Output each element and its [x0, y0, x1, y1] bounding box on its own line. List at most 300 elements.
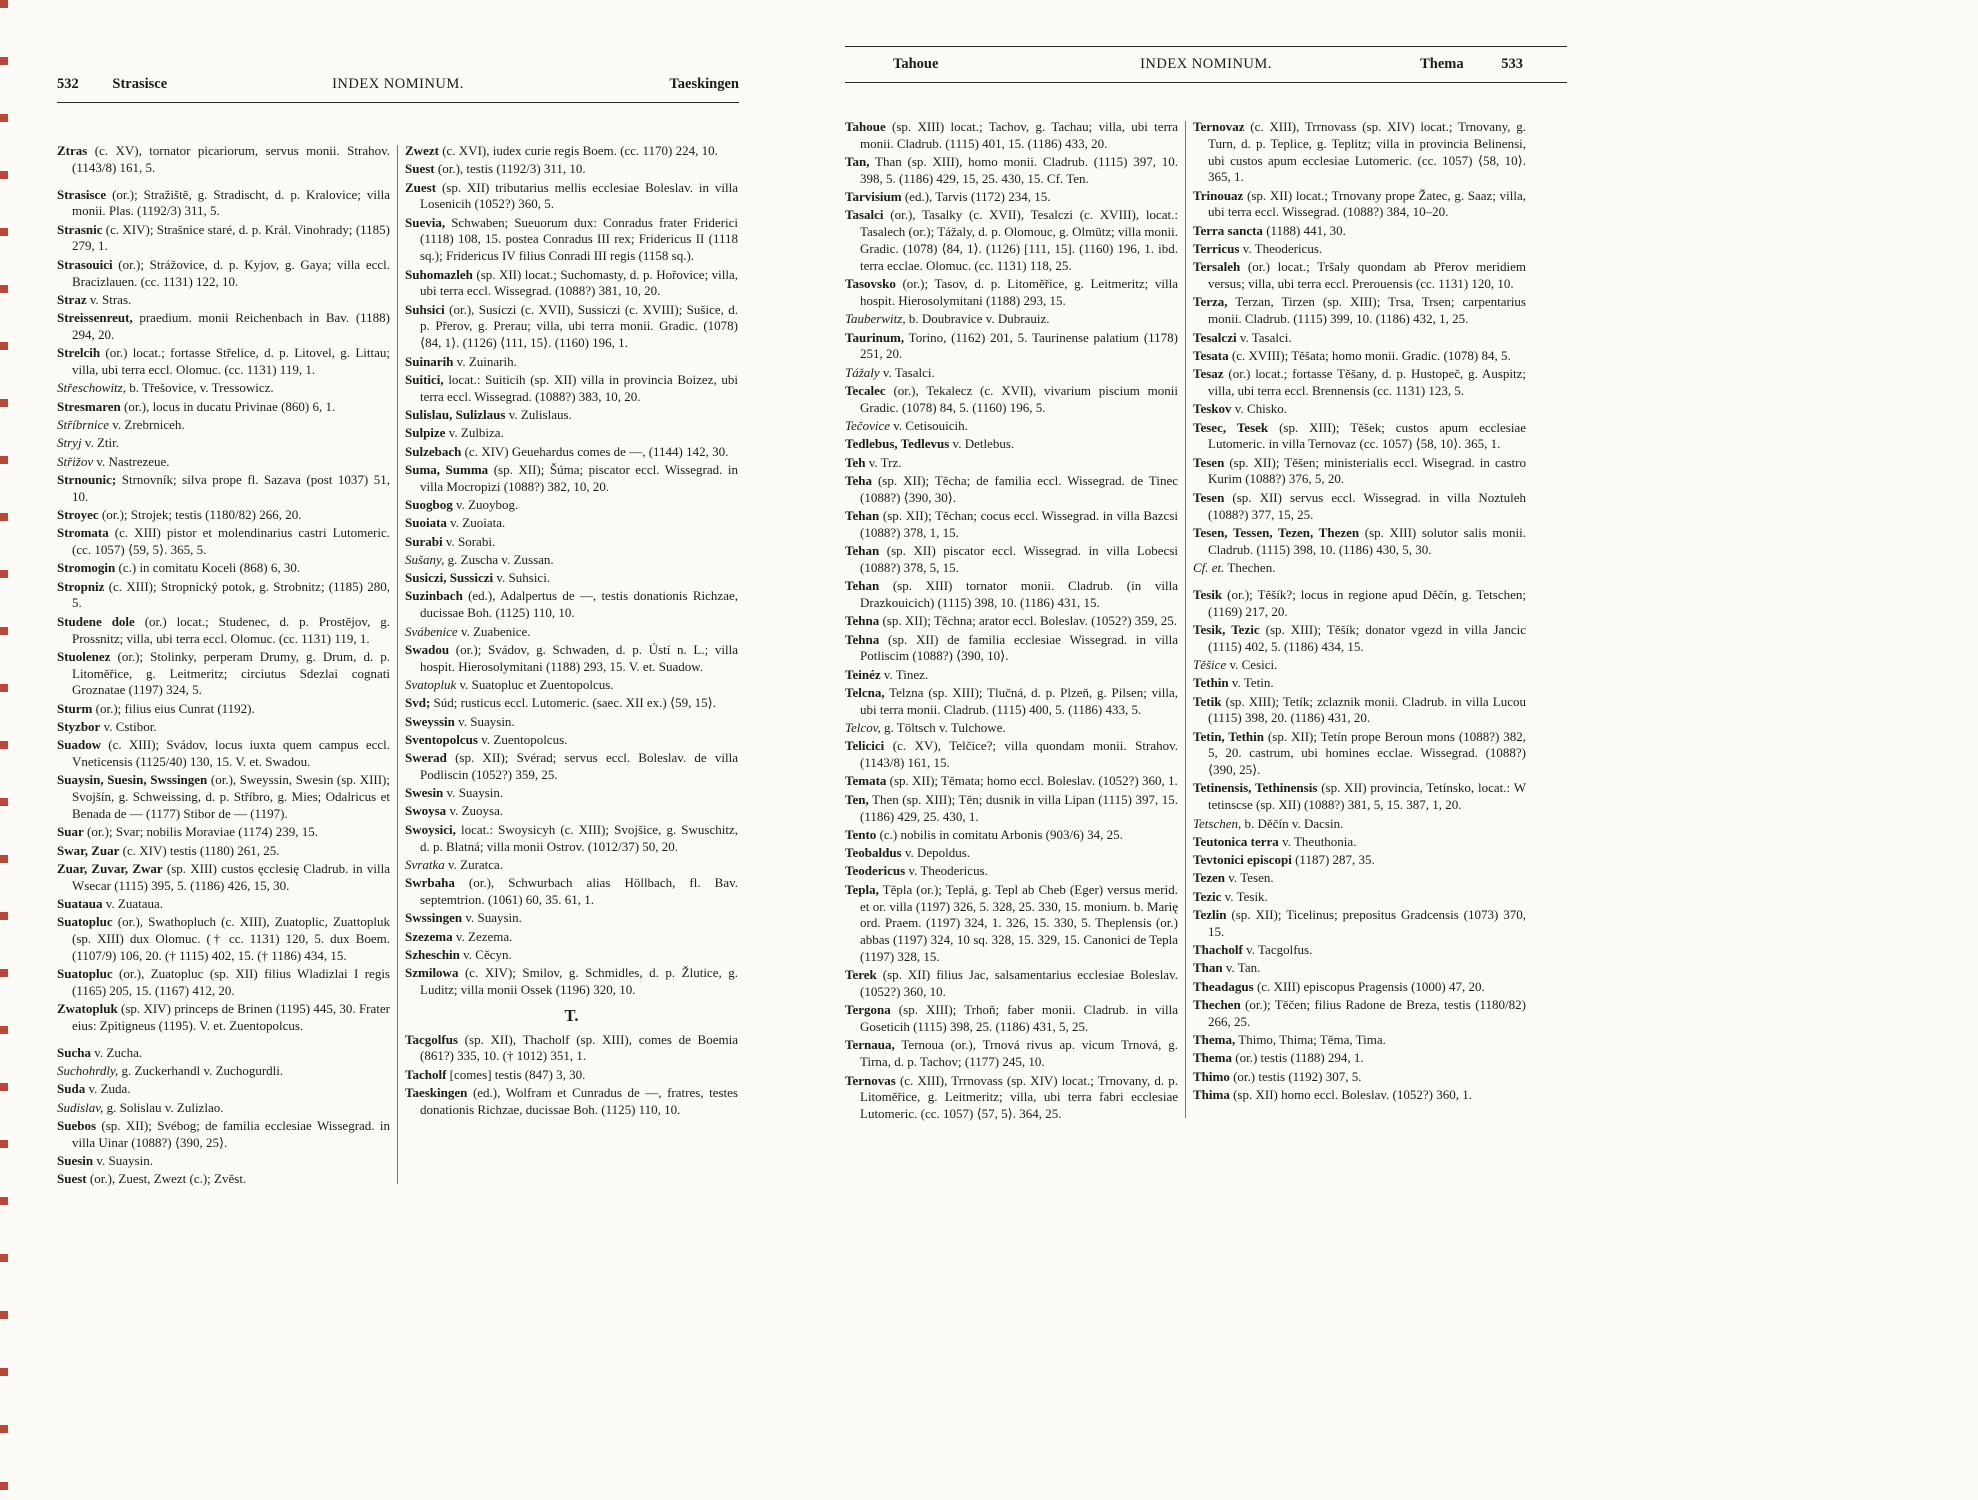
index-entry: Suitici, locat.: Suiticih (sp. XII) villa in provincia Boizez, ubi terra eccl. Wissegrad. (1088?) 383, 10, 20. [405, 371, 738, 404]
entry-headword: Suhsici [405, 301, 445, 317]
index-entry: Tacgolfus (sp. XII), Thacholf (sp. XIII), comes de Boemia (861?) 335, 10. († 1012) 351, 1. [405, 1031, 738, 1064]
index-entry: Swar, Zuar (c. XIV) testis (1180) 261, 25. [57, 842, 280, 858]
entry-headword: Swrbaha [405, 875, 455, 891]
index-entry: Szezema v. Zezema. [405, 928, 513, 944]
entry-headword: Strelcih [57, 345, 101, 361]
index-entry: Thechen (or.); Těčen; filius Radone de Breza, testis (1180/82) 266, 25. [1193, 997, 1526, 1029]
index-entry: Susiczi, Sussiczi v. Suhsici. [405, 570, 551, 586]
entry-headword: Szmilowa [405, 965, 459, 981]
index-entry: Stromata (c. XIII) pistor et molendinarius castri Lutomeric. (cc. 1057) ⟨59, 5⟩. 365, 5. [57, 525, 390, 558]
index-entry: Taeskingen (ed.), Wolfram et Cunradus de —, fratres, testes donationis Richzae, ducissae Boh. (1125) 110, 10. [405, 1084, 738, 1117]
index-entry: Thimo (or.) testis (1192) 307, 5. [1193, 1068, 1362, 1084]
index-entry: Strasisce (or.); Stražiště, g. Stradischt, d. p. Kralovice; villa monii. Plas. (1192/3) 311, 5. [57, 186, 390, 219]
entry-headword: Strnounic; [57, 471, 117, 487]
index-entry: Tesen (sp. XII); Těšen; ministerialis eccl. Wisegrad. in castro Kurim (1088?) 376, 5, 20. [1193, 454, 1526, 487]
index-entry: Tento (c.) nobilis in comitatu Arbonis (903/6) 34, 25. [845, 826, 1123, 842]
index-entry: Swssingen v. Suaysin. [405, 910, 522, 926]
last-catchword-left: Taeskingen [669, 76, 739, 92]
entry-headword: Stresmaren [57, 398, 121, 414]
index-entry: Svd; Súd; rusticus eccl. Lutomeric. (saec. XII ex.) ⟨59, 15⟩. [405, 695, 716, 711]
first-catchword-left: Strasisce [112, 76, 168, 92]
entry-headword: Studene dole [57, 613, 135, 629]
index-entry: Teinéz v. Tinez. [845, 666, 929, 682]
index-entry: Tedlebus, Tedlevus v. Detlebus. [845, 436, 1015, 452]
entry-headword: Tetik [1193, 693, 1222, 709]
index-entry: Stroyec (or.); Strojek; testis (1180/82) 266, 20. [57, 506, 302, 522]
index-entry: Straz v. Stras. [57, 291, 132, 307]
entry-headword: Tetin, Tethin [1193, 728, 1265, 744]
index-entry: Swerad (sp. XII); Svérad; servus eccl. Boleslav. de villa Podliscin (1052?) 359, 25. [405, 750, 738, 782]
index-entry: Suesin v. Suaysin. [57, 1153, 153, 1169]
entry-headword: Sulpize [405, 425, 446, 441]
entry-headword: Tecalec [845, 382, 886, 398]
index-entry: Suchohrdly, g. Zuckerhandl v. Zuchogurdli. [57, 1063, 284, 1079]
entry-headword: Tasovsko [845, 276, 896, 292]
index-entry: Sucha v. Zucha. [57, 1044, 143, 1060]
entry-headword: Szheschin [405, 946, 460, 962]
entry-headword: Stuolenez [57, 648, 111, 664]
entry-headword: Straz [57, 291, 87, 307]
entry-headword: Swssingen [405, 910, 463, 926]
index-entry: Sušany, g. Zuscha v. Zussan. [405, 551, 554, 567]
index-entry: Tauberwitz, b. Doubravice v. Dubrauiz. [845, 311, 1050, 327]
entry-headword: Surabi [405, 533, 443, 549]
entry-headword: Stromogin [57, 560, 116, 576]
index-entry: Studene dole (or.) locat.; Studenec, d. p. Prostějov, g. Prossnitz; villa, ubi terra eccl. Olomuc. (cc. 1131) 119, 1. [57, 613, 390, 646]
index-entry: Teha (sp. XII); Těcha; de familia eccl. Wissegrad. de Tinec (1088?) ⟨390, 30⟩. [845, 472, 1178, 505]
entry-headword: Tezlin [1193, 907, 1227, 923]
index-entry: Stříbrnice v. Zrebrniceh. [57, 416, 185, 432]
entry-headword: Telcov, [845, 720, 881, 736]
entry-headword: Susiczi, Sussiczi [405, 570, 494, 586]
index-entry: Tehan (sp. XII); Těchan; cocus eccl. Wissegrad. in villa Bazcsi (1088?) 378, 1, 15. [845, 508, 1178, 540]
index-entry: Suadow (c. XIII); Svádov, locus iuxta quem campus eccl. Vneticensis (1125/40) 130, 15. V. et. Swadou. [57, 737, 390, 770]
index-entry: Svatopluk v. Suatopluc et Zuentopolcus. [405, 676, 614, 692]
entry-headword: Suest [405, 161, 435, 177]
entry-headword: Tan, [845, 154, 870, 170]
index-entry: Thima (sp. XII) homo eccl. Boleslav. (1052?) 360, 1. [1193, 1087, 1472, 1103]
entry-headword: Sudislav, [57, 1099, 104, 1115]
entry-headword: Tezen [1193, 870, 1226, 886]
entry-headword: Tahoue [845, 119, 886, 134]
entry-headword: Suma, Summa [405, 461, 489, 477]
entry-headword: Zuar, Zuvar, Zwar [57, 860, 163, 876]
index-entry: Suma, Summa (sp. XII); Šúma; piscator eccl. Wissegrad. in villa Mocropizi (1088?) 382, 10, 20. [405, 461, 738, 494]
left-page-columns [57, 143, 739, 1190]
entry-headword: Swar, Zuar [57, 842, 120, 858]
index-entry: Tecalec (or.), Tekalecz (c. XVII), vivarium piscium monii Gradic. (1078) 84, 5. (1160) 196, 5. [845, 382, 1178, 415]
entry-headword: Suatopluc [57, 966, 113, 982]
index-entry: Swoysa v. Zuoysa. [405, 803, 504, 819]
entry-headword: Thima [1193, 1087, 1230, 1103]
index-entry: Suest (or.), testis (1192/3) 311, 10. [405, 161, 586, 177]
entry-headword: Suinarih [405, 353, 454, 369]
index-entry: Suebos (sp. XII); Svébog; de familia ecclesiae Wissegrad. in villa Uinar (1088?) ⟨390, 25⟩. [57, 1118, 390, 1150]
entry-headword: Tesen, Tessen, Tezen, Thezen [1193, 524, 1360, 540]
index-entry: Streissenreut, praedium. monii Reichenbach in Bav. (1188) 294, 20. [57, 310, 390, 342]
index-entry: Tezlin (sp. XII); Ticelinus; prepositus Gradcensis (1073) 370, 15. [1193, 907, 1526, 939]
index-entry: Telicici (c. XV), Telčice?; villa quondam monii. Strahov. (1143/8) 161, 15. [845, 738, 1178, 771]
entry-headword: Tasalci [845, 207, 884, 223]
index-entry: Terza, Terzan, Tirzen (sp. XIII); Trsa, Trsen; carpentarius monii. Cladrub. (1115) 399, 10. (1186) 432, 1, 25. [1193, 294, 1526, 327]
index-entry: Tarvisium (ed.), Tarvis (1172) 234, 15. [845, 189, 1051, 205]
index-entry: Tesen, Tessen, Tezen, Thezen (sp. XIII) solutor salis monii. Cladrub. (1115) 398, 10. (1186) 430, 5, 30. [1193, 524, 1526, 557]
entry-headword: Tethin [1193, 675, 1229, 691]
right-page-header [845, 56, 1567, 76]
left-header-rule [57, 102, 739, 103]
entry-headword: Szezema [405, 928, 453, 944]
entry-headword: Than [1193, 960, 1223, 976]
index-entry: Zuest (sp. XII) tributarius mellis ecclesiae Boleslav. in villa Losenicih (1052?) 360, 5. [405, 179, 738, 212]
entry-headword: Tesalczi [1193, 329, 1237, 345]
index-entry: Tasalci (or.), Tasalky (c. XVII), Tesalczi (c. XVIII), locat.: Tasalech (or.); Tážaly, d. p. Olomouc, g. Olmütz; villa monii. Gradic. (1078) ⟨84, 1⟩. (1126) [111, 15]. (1160) 196, 1. ibd. terra ecclae. Olomuc. (cc. 1131) 118, 25. [845, 207, 1178, 273]
index-entry: Tethin v. Tetin. [1193, 675, 1274, 691]
entry-headword: Svratka [405, 856, 445, 872]
entry-headword: Tesata [1193, 347, 1229, 363]
index-entry: Zuar, Zuvar, Zwar (sp. XIII) custos ęcclesię Cladrub. in villa Wsecar (1115) 395, 5. (1186) 426, 15, 30. [57, 860, 390, 893]
index-entry: Suar (or.); Svar; nobilis Moraviae (1174) 239, 15. [57, 824, 318, 840]
index-entry: Tesec, Tesek (sp. XIII); Těšek; custos apum ecclesiae Lutomeric. in villa Ternovaz (cc. 1057) ⟨58, 10⟩. 365, 1. [1193, 419, 1526, 452]
index-entry: Tehna (sp. XII) de familia ecclesiae Wissegrad. in villa Potliscim (1088?) ⟨390, 10⟩. [845, 631, 1178, 664]
entry-headword: Thechen [1193, 997, 1241, 1013]
index-entry: Ternaua, Ternoua (or.), Trnová rivus ap. vicum Trnová, g. Tirna, d. p. Tachov; (1177) 245, 10. [845, 1037, 1178, 1070]
right-page-columns [845, 119, 1567, 1124]
index-entry: Thema, Thimo, Thima; Těma, Tima. [1193, 1032, 1386, 1048]
entry-headword: Tážaly [845, 364, 880, 380]
index-entry: Tetschen, b. Děčín v. Dacsin. [1193, 815, 1344, 831]
index-entry: Cf. et. Thechen. [1193, 559, 1276, 575]
index-entry: Ternovas (c. XIII), Trrnovass (sp. XIV) locat.; Trnovany, d. p. Litoměřice, g. Leitmeritz; villa, ubi terra fabri ecclesiae Lutomeric. (cc. 1057) ⟨57, 5⟩. 364, 25. [845, 1072, 1178, 1122]
entry-headword: Thacholf [1193, 942, 1243, 958]
index-entry: Těšice v. Cesici. [1193, 656, 1278, 672]
index-entry: Stresmaren (or.), locus in ducatu Privinae (860) 6, 1. [57, 398, 336, 414]
entry-headword: Suataua [57, 895, 103, 911]
index-entry: Ternovaz (c. XIII), Trrnovass (sp. XIV) locat.; Trnovany, g. Turn, d. p. Teplice, g. Teplitz; villa in provincia Belinensi, ubi custos apum ecclesiae Lutomeric. (cc. 1057) ⟨58, 10⟩. 365, 1. [1193, 119, 1526, 185]
index-entry: Sventopolcus v. Zuentopolcus. [405, 731, 568, 747]
entry-headword: Stříbrnice [57, 416, 109, 432]
index-entry: Telcov, g. Töltsch v. Tulchowe. [845, 720, 1006, 736]
entry-headword: Telicici [845, 738, 885, 754]
index-entry: Stromogin (c.) in comitatu Koceli (868) 6, 30. [57, 560, 301, 576]
index-entry: Thacholf v. Tacgolfus. [1193, 942, 1313, 958]
index-entry: Suogbog v. Zuoybog. [405, 496, 519, 512]
index-entry: Strelcih (or.) locat.; fortasse Střelice, d. p. Litovel, g. Littau; villa, ubi terra eccl. Olomuc. (cc. 1131) 119, 1. [57, 345, 390, 378]
index-entry: Suoiata v. Zuoiata. [405, 515, 506, 531]
page-number-left: 532 [57, 76, 79, 92]
entry-headword: Ternovas [845, 1072, 896, 1088]
index-entry: Taurinum, Torino, (1162) 201, 5. Taurinense palatium (1178) 251, 20. [845, 329, 1178, 362]
entry-headword: Temata [845, 773, 887, 789]
index-entry: Swrbaha (or.), Schwurbach alias Höllbach, fl. Bav. septemtrion. (1061) 60, 35. 61, 1. [405, 875, 738, 907]
entry-headword: Suevia, [405, 214, 446, 230]
entry-headword: Suitici, [405, 371, 444, 387]
entry-headword: Theadagus [1193, 978, 1254, 994]
index-entry: Tážaly v. Tasalci. [845, 364, 935, 380]
entry-headword: Svatopluk [405, 676, 457, 692]
entry-headword: Strasisce [57, 186, 107, 202]
entry-headword: Cf. et. [1193, 559, 1225, 575]
entry-headword: Zwezt [405, 143, 439, 158]
right-header-top-rule [845, 46, 1567, 47]
index-entry: Sulislau, Sulizlaus v. Zulislaus. [405, 406, 572, 422]
left-page-column-1 [57, 143, 390, 1190]
running-title-right: INDEX NOMINUM. [1140, 56, 1272, 72]
entry-headword: Střeschowitz, [57, 380, 126, 396]
entry-headword: Suest [57, 1171, 87, 1187]
entry-headword: Tevtonici episcopi [1193, 852, 1292, 868]
index-entry: Suhsici (or.), Susiczi (c. XVII), Sussiczi (c. XVIII); Sušice, d. p. Přerov, g. Prerau; villa, ubi terra monii. Gradic. (1078) ⟨84, 1⟩. (1126) ⟨111, 15⟩. (1160) 196, 1. [405, 301, 738, 351]
entry-headword: Stromata [57, 525, 109, 541]
index-entry: Ztras (c. XV), tornator picariorum, servus monii. Strahov. (1143/8) 161, 5. [57, 143, 390, 175]
entry-headword: Ternovaz [1193, 119, 1245, 134]
entry-headword: Tepla, [845, 881, 879, 897]
index-entry: Swadou (or.); Svádov, g. Schwaden, d. p. Ústí n. L.; villa hospit. Hierosolymitani (1188) 293, 15. V. et. Suadow. [405, 641, 738, 674]
left-page-532 [57, 76, 739, 1480]
index-entry: Tetik (sp. XIII); Tetík; zclaznik monii. Cladrub. in villa Lucou (1115) 398, 20. (1186) 431, 20. [1193, 693, 1526, 726]
index-entry: Tehna (sp. XII); Těchna; arator eccl. Boleslav. (1052?) 359, 25. [845, 613, 1178, 629]
index-entry: Suinarih v. Zuinarih. [405, 353, 517, 369]
entry-headword: Suogbog [405, 496, 453, 512]
index-entry: Tepla, Těpla (or.); Teplá, g. Tepl ab Cheb (Eger) versus merid. et or. villa (1197) 326, 5. 328, 25. 330, 15. monium. b. Marię ord. Praem. (1197) 324, 1. 326, 15. 330, 5. Theplensis (or.) abbas (1197) 324, 10 sq. 328, 15. 329, 15. Canonici de Tepla (1197) 328, 15. [845, 881, 1178, 964]
index-entry: Sturm (or.); filius eius Cunrat (1192). [57, 700, 255, 716]
entry-headword: Swerad [405, 750, 447, 766]
entry-headword: Strasouici [57, 256, 113, 272]
index-entry: Zwezt (c. XVI), iudex curie regis Boem. (cc. 1170) 224, 10. [405, 143, 718, 158]
entry-headword: Suebos [57, 1118, 97, 1134]
index-entry: Tezen v. Tesen. [1193, 870, 1274, 886]
entry-headword: Suhomazleh [405, 266, 473, 282]
index-entry: Svábenice v. Zuabenice. [405, 623, 531, 639]
index-entry: Tesik (or.); Těšík?; locus in regione apud Děčín, g. Tetschen; (1169) 217, 20. [1193, 586, 1526, 619]
index-entry: Teh v. Trz. [845, 454, 902, 470]
index-entry: Stuolenez (or.); Stolinky, perperam Drumy, g. Drum, d. p. Litoměřice, g. Leitmeritz; circiutus Sdezlai cognati Groznatae (1197) 324, 5. [57, 648, 390, 698]
index-entry: Tan, Than (sp. XIII), homo monii. Cladrub. (1115) 397, 10. 398, 5. (1186) 429, 15, 25. 430, 15. Cf. Ten. [845, 154, 1178, 186]
right-page-533 [845, 46, 1567, 1480]
entry-headword: Zwatopluk [57, 1001, 118, 1017]
entry-headword: Tehan [845, 508, 880, 524]
entry-headword: Trinouaz [1193, 187, 1244, 203]
page-number-right: 533 [1501, 56, 1523, 72]
index-entry: Tesalczi v. Tasalci. [1193, 329, 1292, 345]
index-entry: Stryj v. Ztir. [57, 435, 119, 451]
index-entry: Suzinbach (ed.), Adalpertus de —, testis donationis Richzae, ducissae Boh. (1125) 110, 10. [405, 588, 738, 621]
entry-headword: Sweyssin [405, 713, 455, 729]
index-entry: Zwatopluk (sp. XIV) princeps de Brinen (1195) 445, 30. Frater eius: Zpitigneus (1195). V. et. Zuentopolcus. [57, 1001, 390, 1034]
entry-headword: Tehan [845, 543, 880, 559]
index-entry: Teobaldus v. Depoldus. [845, 845, 971, 861]
entry-headword: Terra sancta [1193, 222, 1263, 238]
entry-headword: Tesik [1193, 586, 1223, 602]
index-entry: Suda v. Zuda. [57, 1081, 131, 1097]
index-entry: Tesik, Tezic (sp. XIII); Těšík; donator vgezd in villa Jancic (1115) 402, 5. (1186) 434, 15. [1193, 621, 1526, 654]
entry-headword: Suda [57, 1081, 86, 1097]
red-edge-marks [0, 0, 8, 1500]
index-entry: Strasouici (or.); Strážovice, d. p. Kyjov, g. Gaya; villa eccl. Bracizlauen. (cc. 1131) 122, 10. [57, 256, 390, 289]
right-column-divider [1185, 121, 1186, 1118]
entry-headword: Teinéz [845, 666, 881, 682]
index-entry: Telcna, Telzna (sp. XIII); Tlučná, d. p. Plzeň, g. Pilsen; villa, ubi terra monii. Cladrub. (1115) 400, 5. (1186) 433, 5. [845, 685, 1178, 717]
entry-headword: Tetschen, [1193, 815, 1242, 831]
left-column-divider [397, 145, 398, 1184]
entry-headword: Teutonica terra [1193, 833, 1279, 849]
left-page-header [57, 76, 739, 96]
entry-headword: Tesec, Tesek [1193, 419, 1269, 435]
right-page-column-1 [845, 119, 1178, 1124]
entry-headword: Tehan [845, 578, 880, 594]
entry-headword: Svábenice [405, 623, 458, 639]
index-entry: Strasnic (c. XIV); Strašnice staré, d. p. Král. Vinohrady; (1185) 279, 1. [57, 221, 390, 254]
index-entry: Terricus v. Theodericus. [1193, 241, 1323, 257]
entry-headword: Tesen [1193, 454, 1225, 470]
entry-headword: Tečovice [845, 418, 890, 434]
entry-headword: Teskov [1193, 401, 1232, 417]
entry-headword: Suesin [57, 1153, 94, 1169]
index-entry: Trinouaz (sp. XII) locat.; Trnovany prope Žatec, g. Saaz; villa, ubi terra eccl. Wissegrad. (1088?) 384, 10–20. [1193, 187, 1526, 220]
entry-headword: Thimo [1193, 1068, 1230, 1084]
index-entry: Terek (sp. XII) filius Jac, salsamentarius ecclesiae Boleslav. (1052?) 360, 10. [845, 967, 1178, 1000]
entry-headword: Suoiata [405, 515, 447, 531]
index-entry: Szheschin v. Cěcyn. [405, 946, 512, 962]
entry-headword: Stryj [57, 435, 82, 451]
entry-headword: Taeskingen [405, 1084, 468, 1100]
entry-headword: Stroyec [57, 506, 99, 522]
entry-headword: Swoysici, [405, 821, 456, 837]
right-header-rule [845, 82, 1567, 83]
entry-headword: Thema, [1193, 1032, 1236, 1048]
index-entry: Thema (or.) testis (1188) 294, 1. [1193, 1050, 1364, 1066]
index-entry: Ten, Then (sp. XIII); Těn; dusnik in villa Lipan (1115) 397, 15. (1186) 429, 25. 430, 1. [845, 791, 1178, 824]
index-entry: Tacholf [comes] testis (847) 3, 30. [405, 1066, 586, 1082]
entry-headword: Tesen [1193, 489, 1225, 505]
index-entry: Stropniz (c. XIII); Stropnický potok, g. Strobnitz; (1185) 280, 5. [57, 578, 390, 611]
first-catchword-right: Tahoue [893, 56, 939, 72]
entry-headword: Swesin [405, 785, 444, 801]
entry-headword: Ternaua, [845, 1037, 895, 1053]
entry-headword: Swoysa [405, 803, 447, 819]
index-entry: Teskov v. Chisko. [1193, 401, 1288, 417]
index-entry: Tečovice v. Cetisouicih. [845, 418, 968, 434]
entry-headword: Ten, [845, 791, 869, 807]
entry-headword: Sušany, [405, 551, 445, 567]
entry-headword: Taurinum, [845, 329, 905, 345]
index-entry: Tezic v. Tesik. [1193, 888, 1268, 904]
index-entry: Swesin v. Suaysin. [405, 785, 504, 801]
index-entry: Suaysin, Suesin, Swssingen (or.), Sweyssin, Swesin (sp. XIII); Svojšín, g. Schweissing, d. p. Stříbro, g. Mies; Odalricus et Benada de — (1177) Stibor de — (1197). [57, 772, 390, 821]
index-entry: Swoysici, locat.: Swoysicyh (c. XIII); Svojšice, g. Swuschitz, d. p. Blatná; villa monii Ostrov. (1012/37) 50, 20. [405, 821, 738, 854]
entry-headword: Suatopluc [57, 914, 113, 930]
entry-headword: Teh [845, 454, 866, 470]
entry-headword: Suar [57, 824, 84, 840]
index-entry: Theadagus (c. XIII) episcopus Pragensis (1000) 47, 20. [1193, 978, 1485, 994]
right-page-column-2 [1193, 119, 1526, 1124]
entry-headword: Tacholf [405, 1066, 447, 1082]
entry-headword: Tesik, Tezic [1193, 621, 1260, 637]
entry-headword: Teodericus [845, 863, 906, 879]
index-entry: Suest (or.), Zuest, Zwezt (c.); Zvěst. [57, 1171, 247, 1187]
index-entry: Szmilowa (c. XIV); Smilov, g. Schmidles, d. p. Žlutice, g. Luditz; villa monii Ossek (1196) 320, 10. [405, 965, 738, 997]
index-entry: Temata (sp. XII); Těmata; homo eccl. Boleslav. (1052?) 360, 1. [845, 773, 1178, 789]
index-entry: Terra sancta (1188) 441, 30. [1193, 222, 1346, 238]
index-entry: Tesata (c. XVIII); Těšata; homo monii. Gradic. (1078) 84, 5. [1193, 347, 1511, 363]
left-page-column-2 [405, 143, 738, 1190]
entry-headword: Suaysin, Suesin, Swssingen [57, 772, 208, 788]
entry-headword: Tergona [845, 1002, 891, 1018]
section-letter-heading [405, 1005, 738, 1025]
entry-headword: Suzinbach [405, 588, 463, 604]
entry-headword: Sulislau, Sulizlaus [405, 406, 506, 422]
index-entry: Tergona (sp. XIII); Trhoň; faber monii. Cladrub. in villa Goseticih (1115) 398, 25. (1186) 431, 5, 25. [845, 1002, 1178, 1035]
index-entry: Sweyssin v. Suaysin. [405, 713, 515, 729]
index-entry: Strnounic; Strnovník; silva prope fl. Sazava (post 1037) 51, 10. [57, 471, 390, 504]
index-entry: Suevia, Schwaben; Sueuorum dux: Conradus frater Friderici (1118) 108, 15. postea Conradus III rex; Fridericus II (1118 sq.); Fridericus IV filius Conradi III regis (1158 sq.). [405, 214, 738, 264]
entry-headword: T. [564, 1005, 579, 1025]
index-entry: Tesaz (or.) locat.; fortasse Těšany, d. p. Hustopeč, g. Auspitz; villa, ubi terra eccl. Brennensis (cc. 1131) 123, 5. [1193, 366, 1526, 398]
entry-headword: Streissenreut, [57, 310, 133, 326]
entry-headword: Tacgolfus [405, 1031, 458, 1047]
entry-headword: Tedlebus, Tedlevus [845, 436, 950, 452]
entry-headword: Tezic [1193, 888, 1222, 904]
index-entry: Tersaleh (or.) locat.; Tršaly quondam ab Přerov meridiem versus; villa, ubi terra eccl. Prerouensis (cc. 1131) 120, 10. [1193, 259, 1526, 292]
entry-headword: Zuest [405, 179, 437, 195]
entry-headword: Suchohrdly, [57, 1063, 119, 1079]
index-entry: Tevtonici episcopi (1187) 287, 35. [1193, 852, 1375, 868]
index-entry: Střižov v. Nastrezeue. [57, 453, 170, 469]
entry-headword: Těšice [1193, 656, 1227, 672]
entry-headword: Tesaz [1193, 366, 1224, 382]
index-entry: Sudislav, g. Solislau v. Zulizlao. [57, 1099, 224, 1115]
index-entry: Suatopluc (or.), Swathopluch (c. XIII), Zuatoplic, Zuattopluk (sp. XIII) dux Olomuc. († cc. 1131) 120, 5. dux Boem. (1107/9) 106, 20. († 1115) 402, 15. († 1186) 434, 15. [57, 914, 390, 963]
entry-headword: Terza, [1193, 294, 1228, 310]
entry-headword: Sulzebach [405, 443, 462, 459]
index-entry: Tesen (sp. XII) servus eccl. Wissegrad. in villa Noztuleh (1088?) 377, 15, 25. [1193, 489, 1526, 522]
entry-headword: Thema [1193, 1050, 1232, 1066]
entry-headword: Tetinensis, Tethinensis [1193, 780, 1318, 796]
entry-headword: Svd; [405, 695, 431, 711]
entry-headword: Strasnic [57, 221, 103, 237]
entry-headword: Teobaldus [845, 845, 902, 861]
index-entry: Tasovsko (or.); Tasov, d. p. Litoměřice, g. Leitmeritz; villa hospit. Hierosolymitani (1188) 293, 15. [845, 276, 1178, 308]
index-entry: Suataua v. Zuataua. [57, 895, 164, 911]
index-entry: Svratka v. Zuratca. [405, 856, 504, 872]
index-entry: Surabi v. Sorabi. [405, 533, 496, 549]
entry-headword: Střižov [57, 453, 94, 469]
entry-headword: Tento [845, 826, 877, 842]
entry-headword: Tarvisium [845, 189, 902, 205]
index-entry: Teodericus v. Theodericus. [845, 863, 988, 879]
index-entry: Tehan (sp. XII) piscator eccl. Wissegrad. in villa Lobecsi (1088?) 378, 5, 15. [845, 543, 1178, 575]
entry-headword: Sucha [57, 1044, 91, 1060]
index-entry: Střeschowitz, b. Třešovice, v. Tressowicz. [57, 380, 274, 396]
entry-headword: Tehna [845, 613, 880, 629]
index-entry: Than v. Tan. [1193, 960, 1261, 976]
index-entry: Tahoue (sp. XIII) locat.; Tachov, g. Tachau; villa, ubi terra monii. Cladrub. (1115) 401, 15. (1186) 433, 20. [845, 119, 1178, 151]
entry-headword: Tehna [845, 631, 880, 647]
entry-headword: Tersaleh [1193, 259, 1241, 275]
entry-headword: Teha [845, 472, 872, 488]
entry-headword: Swadou [405, 641, 450, 657]
index-entry: Tehan (sp. XIII) tornator monii. Cladrub. (in villa Drazkouicich) (1115) 398, 10. (1186) 431, 15. [845, 578, 1178, 611]
index-entry: Sulzebach (c. XIV) Geuehardus comes de —, (1144) 142, 30. [405, 443, 729, 459]
index-entry: Tetinensis, Tethinensis (sp. XII) provincia, Tetínsko, locat.: W tetinscse (sp. XII) (1088?) 381, 5, 15. 387, 1, 20. [1193, 780, 1526, 813]
entry-headword: Terek [845, 967, 877, 983]
entry-headword: Sturm [57, 700, 93, 716]
entry-headword: Stropniz [57, 578, 105, 594]
entry-headword: Tauberwitz, [845, 311, 906, 327]
last-catchword-right: Thema [1420, 56, 1464, 72]
entry-headword: Suadow [57, 737, 102, 753]
entry-headword: Terricus [1193, 241, 1240, 257]
index-entry: Teutonica terra v. Theuthonia. [1193, 833, 1357, 849]
